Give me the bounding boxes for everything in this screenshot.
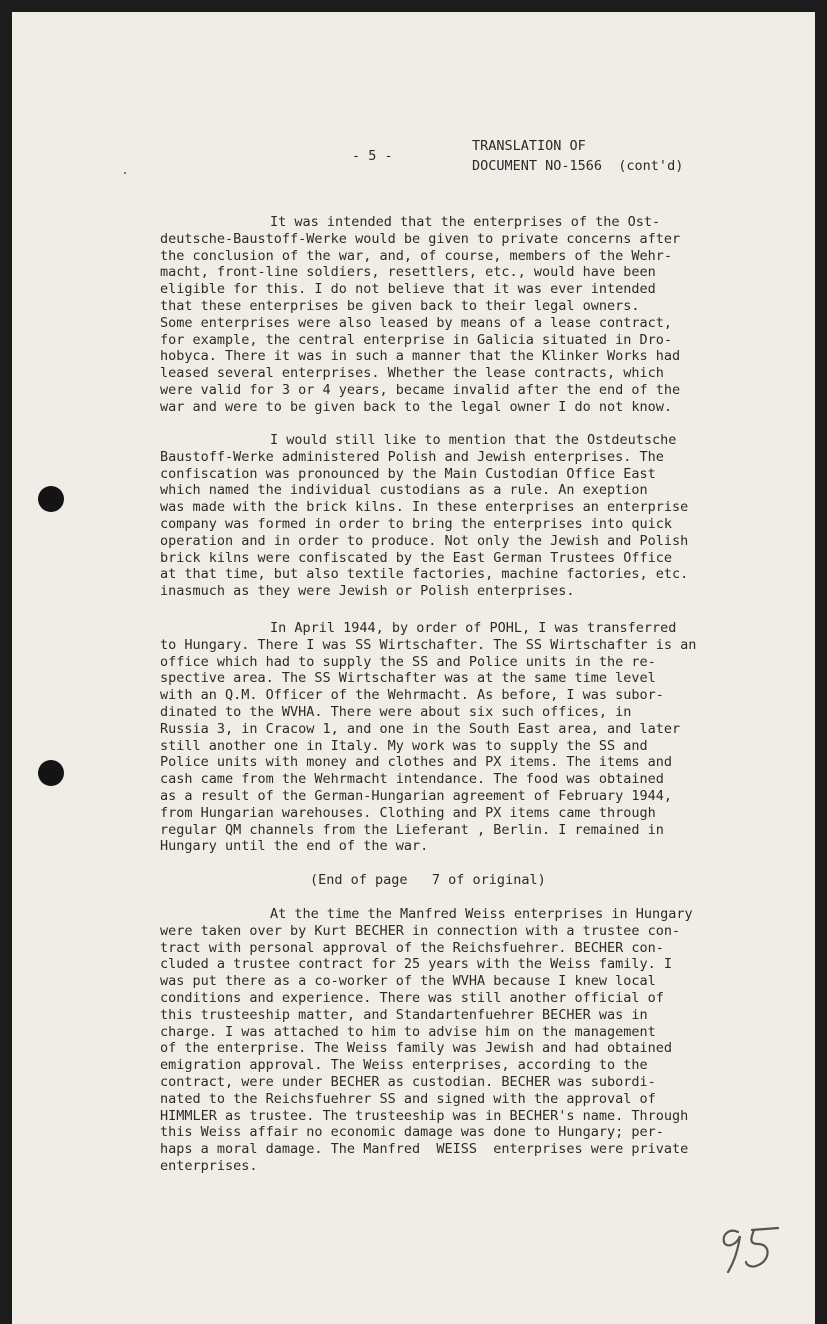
text-line: enterprises. [160,1157,258,1174]
text-line: tract with personal approval of the Reichsfuehrer. BECHER con- [160,939,664,956]
text-line: the conclusion of the war, and, of course, members of the Wehr- [160,247,673,264]
text-line: as a result of the German-Hungarian agreement of February 1944, [160,787,673,804]
text-line: that these enterprises be given back to their legal owners. [160,297,640,314]
text-line: conditions and experience. There was still another official of [160,989,664,1006]
text-line: this trusteeship matter, and Standartenfuehrer BECHER was in [160,1006,648,1023]
text-line: were valid for 3 or 4 years, became invalid after the end of the [160,381,681,398]
document-heading [472,136,683,176]
text-line: Hungary until the end of the war. [160,838,429,855]
punch-hole-bottom [38,760,64,786]
handwritten-page-number [716,1218,786,1278]
text-line: confiscation was pronounced by the Main Custodian Office East [160,465,656,482]
text-line: brick kilns were confiscated by the East German Trustees Office [160,549,673,566]
text-line: office which had to supply the SS and Police units in the re- [160,653,656,670]
page-end-note: (End of page 7 of original) [310,872,546,888]
text-line: charge. I was attached to him to advise him on the management [160,1023,656,1040]
text-line: hobyca. There it was in such a manner that the Klinker Works had [160,348,681,365]
text-line: emigration approval. The Weiss enterprises, according to the [160,1057,648,1074]
paragraph-4 [160,906,720,1175]
text-line: HIMMLER as trustee. The trusteeship was in BECHER's name. Through [160,1107,689,1124]
margin-dot [124,172,126,174]
text-line: In April 1944, by order of POHL, I was transferred [270,620,677,636]
text-line: Russia 3, in Cracow 1, and one in the South East area, and later [160,720,681,737]
paragraph-2 [160,432,720,600]
text-line: with an Q.M. Officer of the Wehrmacht. As before, I was subor- [160,687,664,704]
text-line: leased several enterprises. Whether the lease contracts, which [160,365,664,382]
text-line: I would still like to mention that the Ostdeutsche [270,432,677,448]
text-line: cluded a trustee contract for 25 years with the Weiss family. I [160,956,673,973]
text-line: company was formed in order to bring the enterprises into quick [160,515,673,532]
text-line: haps a moral damage. The Manfred WEISS enterprises were private [160,1141,689,1158]
text-line: At the time the Manfred Weiss enterprises in Hungary [270,906,693,922]
text-line: this Weiss affair no economic damage was done to Hungary; per- [160,1124,664,1141]
text-line: were taken over by Kurt BECHER in connection with a trustee con- [160,922,681,939]
text-line: which named the individual custodians as a rule. An exeption [160,482,648,499]
text-line: regular QM channels from the Lieferant , Berlin. I remained in [160,821,664,838]
paragraph-3 [160,620,720,855]
text-line: contract, were under BECHER as custodian. BECHER was subordi- [160,1073,656,1090]
text-line: at that time, but also textile factories, machine factories, etc. [160,566,689,583]
text-line: still another one in Italy. My work was to supply the SS and [160,737,648,754]
text-line: It was intended that the enterprises of the Ost- [270,214,661,230]
text-line: spective area. The SS Wirtschafter was at the same time level [160,670,656,687]
text-line: eligible for this. I do not believe that it was ever intended [160,281,656,298]
text-line: operation and in order to produce. Not only the Jewish and Polish [160,532,689,549]
text-line: was made with the brick kilns. In these enterprises an enterprise [160,499,689,516]
text-line: of the enterprise. The Weiss family was Jewish and had obtained [160,1040,673,1057]
text-line: nated to the Reichsfuehrer SS and signed with the approval of [160,1090,656,1107]
text-line: was put there as a co-worker of the WVHA because I knew local [160,973,656,990]
heading-line-2: DOCUMENT NO-1566 (cont'd) [472,158,684,174]
paragraph-1 [160,214,720,416]
text-line: macht, front-line soldiers, resettlers, etc., would have been [160,264,656,281]
text-line: to Hungary. There I was SS Wirtschafter. The SS Wirtschafter is an [160,636,697,653]
text-line: deutsche-Baustoff-Werke would be given to private concerns after [160,230,681,247]
text-line: Police units with money and clothes and PX items. The items and [160,754,673,771]
heading-line-1: TRANSLATION OF [472,138,586,154]
text-line: cash came from the Wehrmacht intendance. The food was obtained [160,771,664,788]
punch-hole-top [38,486,64,512]
text-line: Baustoff-Werke administered Polish and Jewish enterprises. The [160,448,664,465]
page-marker: - 5 - [352,148,393,164]
text-line: for example, the central enterprise in Galicia situated in Dro- [160,331,673,348]
text-line: war and were to be given back to the legal owner I do not know. [160,398,673,415]
text-line: dinated to the WVHA. There were about six such offices, in [160,703,632,720]
text-line: inasmuch as they were Jewish or Polish enterprises. [160,583,575,600]
text-line: Some enterprises were also leased by means of a lease contract, [160,314,673,331]
text-line: from Hungarian warehouses. Clothing and PX items came through [160,804,656,821]
